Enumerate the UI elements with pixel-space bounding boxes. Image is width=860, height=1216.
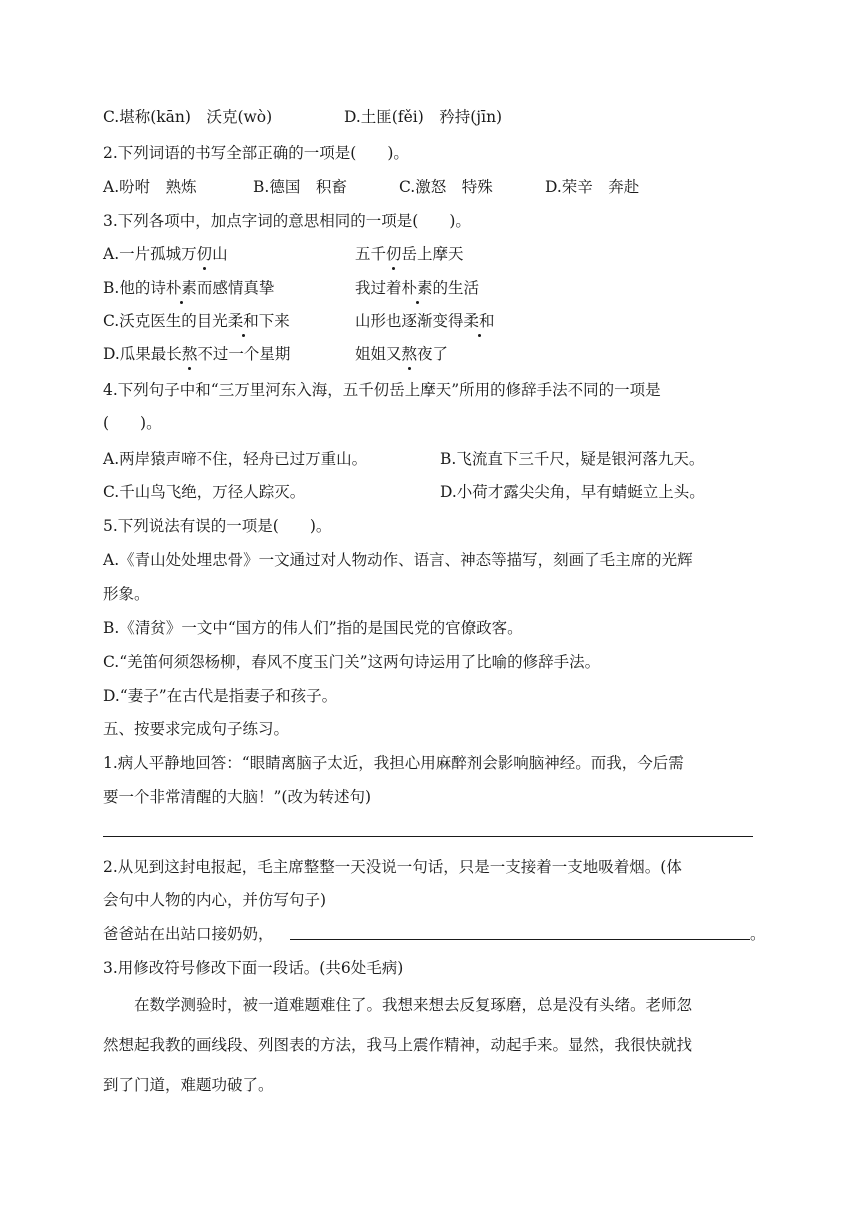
q4-option-b: B.飞流直下三千尺，疑是银河落九天。: [440, 450, 705, 468]
q3-row-b-right: 我过着朴素的生活: [355, 279, 480, 297]
q3-row-c-left: C.沃克医生的目光柔和下来: [103, 312, 290, 330]
dotted-word: 仞: [386, 245, 402, 263]
q5-stem: 5.下列说法有误的一项是( )。: [103, 517, 332, 535]
dotted-word: 仞: [196, 245, 213, 263]
s2-prompt: 爸爸站在出站口接奶奶，: [103, 925, 274, 943]
q3-row-d-left: D.瓜果最长熬不过一个星期: [103, 345, 291, 363]
q4-option-a: A.两岸猿声啼不住，轻舟已过万重山。: [103, 450, 368, 468]
s1-question-line1: 1.病人平静地回答：“眼睛离脑子太近，我担心用麻醉剂会影响脑神经。而我，今后需: [103, 754, 684, 772]
paragraph-line: 到了门道，难题功破了。: [103, 1076, 274, 1094]
paragraph-line: 然想起我教的画线段、列图表的方法，我马上震作精神，动起手来。显然，我很快就找: [103, 1036, 693, 1054]
q1-option-d: D.土匪(fěi) 矜持(jīn): [344, 108, 503, 126]
dotted-word: 朴素: [165, 279, 197, 297]
s2-question-line2: 会句中人物的内心，并仿写句子): [103, 891, 327, 909]
q2-option-c: C.激怒 特殊: [399, 178, 493, 196]
q5-option-a-line2: 形象。: [103, 585, 150, 603]
q2-option-a: A.吩咐 熟炼: [103, 178, 197, 196]
section-title: 五、按要求完成句子练习。: [103, 720, 290, 738]
q3-row-d-right: 姐姐又熬夜了: [355, 345, 449, 363]
answer-line[interactable]: [103, 836, 753, 837]
paragraph-line: 在数学测验时，被一道难题难住了。我想来想去反复琢磨，总是没有头绪。老师忽: [103, 996, 693, 1014]
q5-option-c: C.“羌笛何须怨杨柳，春风不度玉门关”这两句诗运用了比喻的修辞手法。: [103, 653, 601, 671]
s3-paragraph: [103, 995, 758, 1115]
answer-line[interactable]: [290, 939, 750, 940]
q5-option-d: D.“妻子”在古代是指妻子和孩子。: [103, 687, 338, 705]
s2-period: 。: [750, 925, 766, 943]
dotted-word: 熬: [181, 345, 198, 363]
q3-row-a-left: A.一片孤城万仞山: [103, 245, 228, 263]
q4-option-d: D.小荷才露尖尖角，早有蜻蜓立上头。: [440, 483, 705, 501]
s2-question-line1: 2.从见到这封电报起，毛主席整整一天没说一句话，只是一支接着一支地吸着烟。(体: [103, 858, 682, 876]
q3-row-b-left: B.他的诗朴素而感情真挚: [103, 279, 275, 297]
q2-option-b: B.德国 积畜: [253, 178, 347, 196]
q4-stem-line1: 4.下列句子中和“三万里河东入海，五千仞岳上摩天”所用的修辞手法不同的一项是: [103, 381, 661, 399]
dotted-word: 朴素: [401, 279, 433, 297]
s1-question-line2: 要一个非常清醒的大脑！”(改为转述句): [103, 788, 372, 806]
q3-stem: 3.下列各项中，加点字词的意思相同的一项是( )。: [103, 212, 471, 230]
q4-option-c: C.千山鸟飞绝，万径人踪灭。: [103, 483, 306, 501]
q5-option-a-line1: A.《青山处处埋忠骨》一文通过对人物动作、语言、神态等描写，刻画了毛主席的光辉: [103, 551, 693, 569]
q3-row-a-right: 五千仞岳上摩天: [355, 245, 464, 263]
dotted-word: 柔和: [227, 312, 259, 330]
q2-option-d: D.荣辛 奔赴: [545, 178, 640, 196]
dotted-word: 熬: [401, 345, 418, 363]
q4-stem-line2: ( )。: [103, 414, 162, 432]
dotted-word: 柔和: [463, 312, 495, 330]
q5-option-b: B.《清贫》一文中“国方的伟人们”指的是国民党的官僚政客。: [103, 619, 523, 637]
q1-option-c: C.堪称(kān) 沃克(wò): [103, 108, 273, 126]
s3-stem: 3.用修改符号修改下面一段话。(共6处毛病): [103, 959, 404, 977]
q2-stem: 2.下列词语的书写全部正确的一项是( )。: [103, 144, 409, 162]
q3-row-c-right: 山形也逐渐变得柔和: [355, 312, 495, 330]
